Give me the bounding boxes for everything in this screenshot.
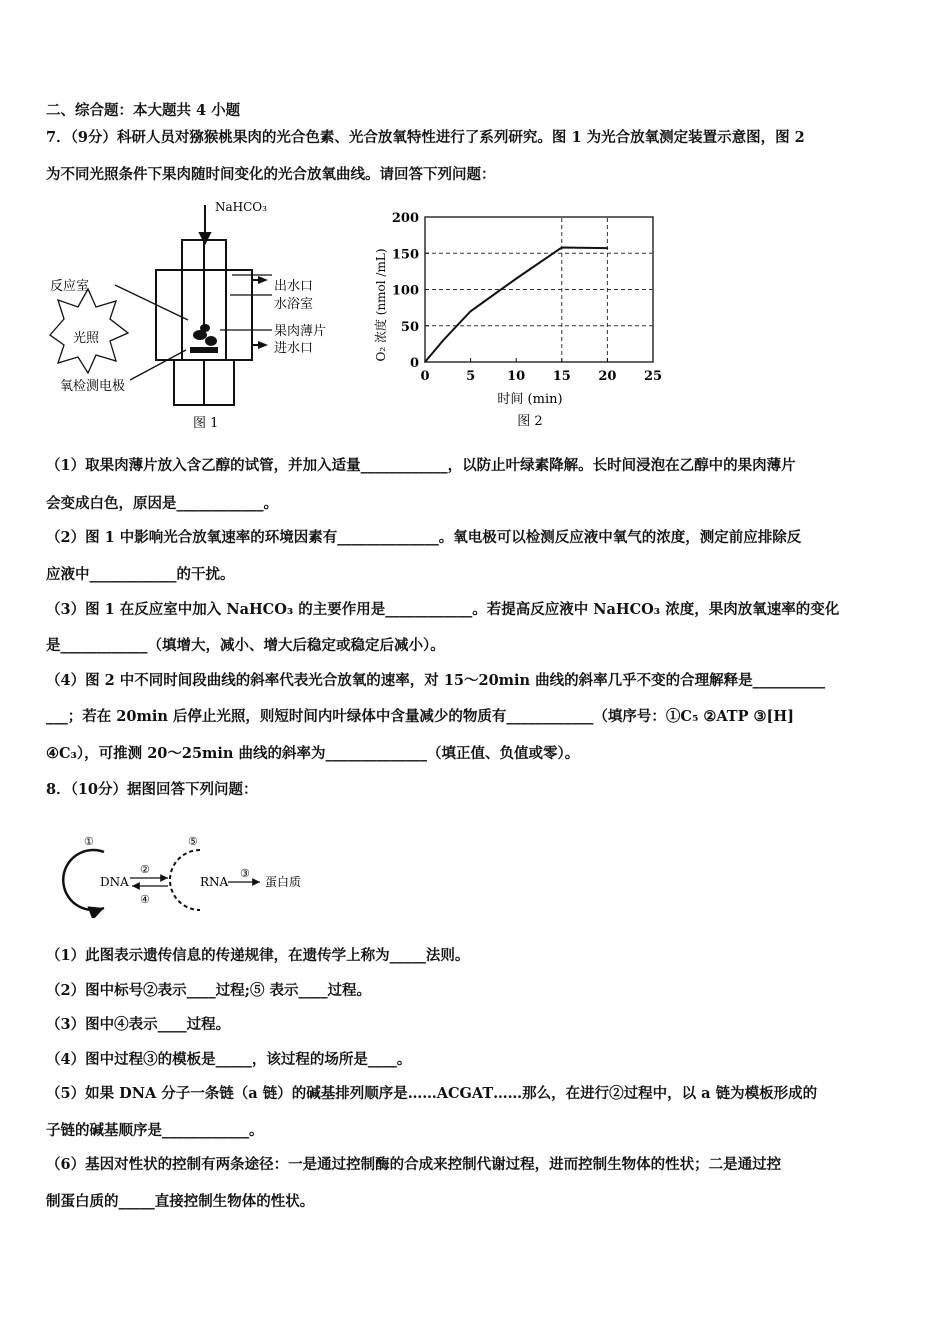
q7-part3-line1: （3）图 1 在反应室中加入 NaHCO₃ 的主要作用是____________。若提高反应液中 NaHCO₃ 浓度，果肉放氧速率的变化 [46, 601, 840, 618]
label-5: ⑤ [188, 835, 198, 848]
q8-part6-line1: （6）基因对性状的控制有两条途径：一是通过控制酶的合成来控制代谢过程，进而控制生物体的性状；二是通过控 [46, 1156, 782, 1173]
q8-part2: （2）图中标号②表示____过程;⑤ 表示____过程。 [46, 982, 371, 999]
label-4: ④ [140, 893, 150, 906]
chart-series-line [425, 247, 607, 362]
chart-x-axis-label: 时间 (min) [497, 392, 563, 407]
fig1-light-label: 光照 [73, 331, 100, 346]
q8-part5-line2: 子链的碱基顺序是____________。 [46, 1122, 264, 1139]
dna-label: DNA [100, 875, 129, 889]
chart-x-tick-label: 0 [420, 369, 430, 384]
chart-caption: 图 2 [517, 414, 543, 429]
chart-y-tick-label: 0 [409, 356, 419, 371]
q8-part5-line1: （5）如果 DNA 分子一条链（a 链）的碱基排列顺序是……ACGAT……那么，在进行②过程中，以 a 链为模板形成的 [46, 1085, 818, 1102]
central-dogma-diagram [60, 828, 320, 918]
chart-y-tick-label: 50 [400, 319, 419, 335]
chart-data-point [442, 339, 444, 341]
fig1-inlet-label: 进水口 [274, 341, 314, 356]
fig1-nahco3-label: NaHCO₃ [215, 200, 267, 214]
q7-part3-line2: 是____________（填增大，减小、增大后稳定或稳定后减小）。 [46, 637, 445, 654]
figure-2-chart [365, 205, 675, 440]
chart-x-tick-label: 5 [466, 369, 476, 384]
chart-y-tick-label: 200 [391, 211, 419, 226]
chart-data-point [470, 310, 472, 312]
figure-1-apparatus [40, 195, 350, 440]
q8-stem: 8．（10分）据图回答下列问题： [46, 781, 258, 798]
chart-data-point [607, 247, 609, 249]
q7-part2-line1: （2）图 1 中影响光合放氧速率的环境因素有______________。氧电极可以检测反应液中氧气的浓度，测定前应排除反 [46, 529, 802, 546]
q7-part1-line2: 会变成白色，原因是____________。 [46, 495, 278, 512]
fig1-flesh-slice-label: 果肉薄片 [274, 324, 327, 339]
fig1-caption: 图 1 [193, 416, 219, 431]
q7-stem-line1: 7．（9分）科研人员对猕猴桃果肉的光合色素、光合放氧特性进行了系列研究。图 1 为光合放氧测定装置示意图，图 2 [46, 129, 805, 146]
q8-part1: （1）此图表示遗传信息的传递规律，在遗传学上称为_____法则。 [46, 947, 470, 964]
fig1-electrode-label: 氧检测电极 [60, 379, 126, 394]
dna-replication-arrow [63, 850, 104, 910]
chart-y-tick-label: 150 [391, 247, 419, 263]
fig1-outlet-label: 出水口 [274, 279, 314, 294]
chart-x-tick-label: 20 [598, 369, 617, 384]
chart-data-point [424, 361, 426, 363]
chart-x-tick-label: 15 [552, 369, 571, 384]
label-2: ② [140, 863, 150, 876]
chart-y-axis-label: O₂ 浓度 (nmol /mL) [374, 248, 388, 362]
q7-part4-line2: ___；若在 20min 后停止光照，则短时间内叶绿体中含量减少的物质有____________（填序号：①C₅ ②ATP ③[H] [46, 708, 794, 725]
q7-part4-line3: ④C₃），可推测 20～25min 曲线的斜率为______________（填正值、负值或零）。 [46, 745, 580, 762]
q7-part1-line1: （1）取果肉薄片放入含乙醇的试管，并加入适量____________，以防止叶绿素降解。长时间浸泡在乙醇中的果肉薄片 [46, 457, 796, 474]
chart-data-point [515, 278, 517, 280]
chart-data-point [561, 247, 563, 249]
q7-stem-line2: 为不同光照条件下果肉随时间变化的光合放氧曲线。请回答下列问题： [46, 166, 496, 183]
protein-label: 蛋白质 [265, 875, 302, 889]
q7-part4-line1: （4）图 2 中不同时间段曲线的斜率代表光合放氧的速率，对 15～20min 曲线的斜率几乎不变的合理解释是__________ [46, 672, 826, 689]
rna-label: RNA [200, 875, 229, 889]
q7-part2-line2: 应液中____________的干扰。 [46, 566, 235, 583]
q8-part4: （4）图中过程③的模板是_____，该过程的场所是____。 [46, 1051, 412, 1068]
rna-replication-arrow [170, 850, 200, 910]
label-1: ① [84, 835, 94, 848]
fig1-water-bath-label: 水浴室 [274, 297, 314, 312]
chart-x-tick-label: 25 [643, 369, 663, 384]
chart-x-tick-label: 10 [507, 369, 526, 384]
label-3: ③ [240, 867, 250, 880]
fig1-reaction-room-label: 反应室 [50, 279, 90, 294]
q8-part3: （3）图中④表示____过程。 [46, 1016, 231, 1033]
section-header: 二、综合题：本大题共 4 小题 [46, 102, 241, 119]
q8-part6-line2: 制蛋白质的_____直接控制生物体的性状。 [46, 1193, 315, 1210]
chart-y-tick-label: 100 [391, 283, 419, 299]
